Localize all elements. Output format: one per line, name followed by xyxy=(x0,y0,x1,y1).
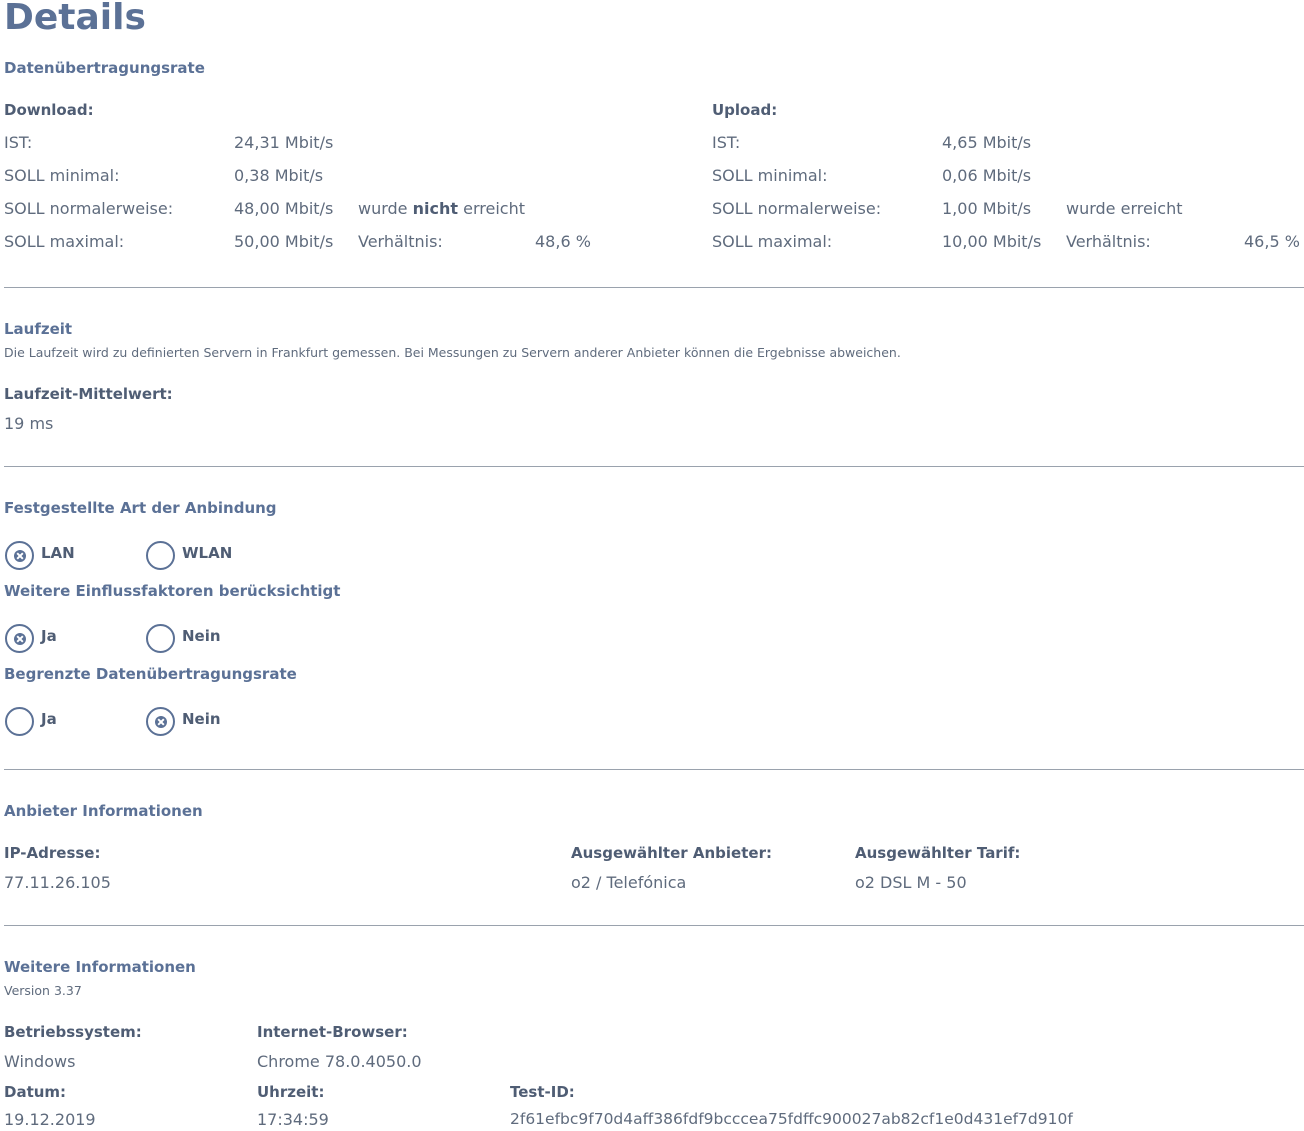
download-status-pre: wurde xyxy=(358,199,408,218)
provider-heading: Anbieter Informationen xyxy=(4,802,203,820)
divider xyxy=(4,287,1304,288)
download-status-bold: nicht xyxy=(412,199,459,218)
rate-heading: Datenübertragungsrate xyxy=(4,59,205,77)
more-heading: Weitere Informationen xyxy=(4,958,196,976)
download-status xyxy=(358,199,525,218)
upload-max-label: SOLL maximal: xyxy=(712,232,833,251)
provider-value: o2 / Telefónica xyxy=(571,873,687,892)
testid-label: Test-ID: xyxy=(510,1083,575,1101)
os-value: Windows xyxy=(4,1052,76,1071)
download-status-post: erreicht xyxy=(463,199,525,218)
version-text: Version 3.37 xyxy=(4,983,82,998)
tariff-value: o2 DSL M - 50 xyxy=(855,873,967,892)
tariff-label: Ausgewählter Tarif: xyxy=(855,844,1021,862)
radio-limited-ja[interactable] xyxy=(5,707,34,736)
date-value: 19.12.2019 xyxy=(4,1110,96,1129)
download-ist-value: 24,31 Mbit/s xyxy=(234,133,334,152)
divider xyxy=(4,466,1304,467)
upload-max-value: 10,00 Mbit/s xyxy=(942,232,1042,251)
radio-factors-nein[interactable] xyxy=(146,624,175,653)
browser-label: Internet-Browser: xyxy=(257,1023,408,1041)
time-value: 17:34:59 xyxy=(257,1110,329,1129)
upload-ratio-label: Verhältnis: xyxy=(1066,232,1151,251)
download-max-label: SOLL maximal: xyxy=(4,232,125,251)
time-label: Uhrzeit: xyxy=(257,1083,325,1101)
browser-value: Chrome 78.0.4050.0 xyxy=(257,1052,422,1071)
upload-min-value: 0,06 Mbit/s xyxy=(942,166,1032,185)
ip-label: IP-Adresse: xyxy=(4,844,101,862)
download-heading: Download: xyxy=(4,101,94,119)
radio-wlan-label: WLAN xyxy=(182,544,233,562)
download-max-value: 50,00 Mbit/s xyxy=(234,232,334,251)
radio-factors-ja[interactable] xyxy=(5,624,34,653)
latency-heading: Laufzeit xyxy=(4,320,73,338)
upload-ist-value: 4,65 Mbit/s xyxy=(942,133,1032,152)
divider xyxy=(4,925,1304,926)
upload-ratio-value: 46,5 % xyxy=(1244,232,1300,251)
factors-heading: Weitere Einflussfaktoren berücksichtigt xyxy=(4,582,341,600)
upload-normal-label: SOLL normalerweise: xyxy=(712,199,882,218)
upload-status: wurde erreicht xyxy=(1066,199,1183,218)
testid-value: 2f61efbc9f70d4aff386fdf9bcccea75fdffc900027ab82cf1e0d431ef7d910f xyxy=(510,1110,1073,1128)
upload-min-label: SOLL minimal: xyxy=(712,166,828,185)
radio-lan-label: LAN xyxy=(41,544,75,562)
radio-limited-ja-label: Ja xyxy=(41,710,57,728)
radio-factors-nein-label: Nein xyxy=(182,627,221,645)
download-min-value: 0,38 Mbit/s xyxy=(234,166,324,185)
limited-heading: Begrenzte Datenübertragungsrate xyxy=(4,665,297,683)
radio-checked-x-icon xyxy=(155,716,167,728)
upload-normal-value: 1,00 Mbit/s xyxy=(942,199,1032,218)
radio-wlan[interactable] xyxy=(146,541,175,570)
radio-limited-nein[interactable] xyxy=(146,707,175,736)
download-min-label: SOLL minimal: xyxy=(4,166,120,185)
download-ratio-value: 48,6 % xyxy=(535,232,591,251)
os-label: Betriebssystem: xyxy=(4,1023,142,1041)
download-normal-label: SOLL normalerweise: xyxy=(4,199,174,218)
radio-checked-x-icon xyxy=(14,633,26,645)
radio-checked-x-icon xyxy=(14,550,26,562)
radio-factors-ja-label: Ja xyxy=(41,627,57,645)
radio-lan[interactable] xyxy=(5,541,34,570)
radio-limited-nein-label: Nein xyxy=(182,710,221,728)
date-label: Datum: xyxy=(4,1083,67,1101)
connection-heading: Festgestellte Art der Anbindung xyxy=(4,499,277,517)
upload-heading: Upload: xyxy=(712,101,778,119)
upload-ist-label: IST: xyxy=(712,133,741,152)
latency-mean-value: 19 ms xyxy=(4,414,54,433)
download-ist-label: IST: xyxy=(4,133,33,152)
latency-note: Die Laufzeit wird zu definierten Servern in Frankfurt gemessen. Bei Messungen zu Servern anderer Anbieter können die Ergebnisse abweichen. xyxy=(4,345,901,360)
page-title: Details xyxy=(4,0,146,38)
latency-mean-label: Laufzeit-Mittelwert: xyxy=(4,385,173,403)
download-normal-value: 48,00 Mbit/s xyxy=(234,199,334,218)
ip-value: 77.11.26.105 xyxy=(4,873,111,892)
divider xyxy=(4,769,1304,770)
provider-label: Ausgewählter Anbieter: xyxy=(571,844,772,862)
download-ratio-label: Verhältnis: xyxy=(358,232,443,251)
